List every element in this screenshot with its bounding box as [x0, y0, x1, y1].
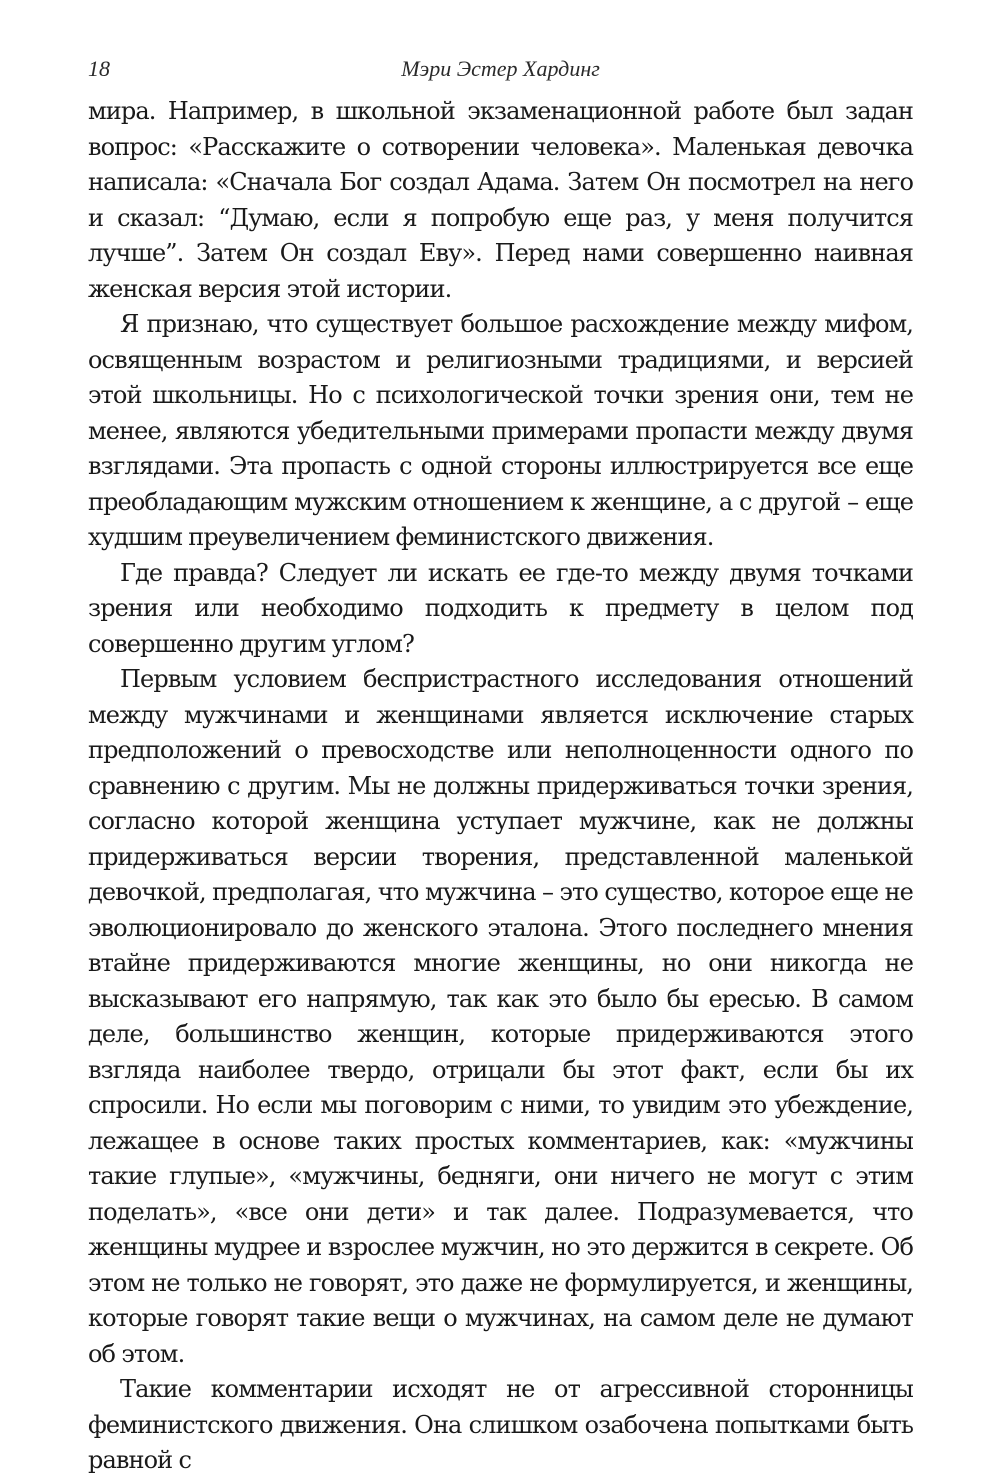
page-number: 18 — [88, 56, 110, 81]
running-head — [88, 52, 913, 88]
running-title-author: Мэри Эстер Хардинг — [401, 56, 600, 81]
paragraph: Первым условием беспристрастного исследования отношений между мужчинами и женщинами является исключение старых предположений о превосходстве или неполноценности одного по сравнению с другим. Мы не должны придерживаться точки зрения, согласно которой женщина уступает мужчине, как не должны придерживаться версии творения, представленной маленькой девочкой, предполагая, что мужчина – это существо, которое еще не эволюционировало до женского эталона. Этого последнего мнения втайне придерживаются многие женщины, но они никогда не высказывают его напрямую, так как это было бы ересью. В самом деле, большинство женщин, которые придерживаются этого взгляда наиболее твердо, отрицали бы этот факт, если бы их спросили. Но если мы поговорим с ними, то увидим это убеждение, лежащее в основе таких простых комментариев, как: «мужчины такие глупые», «мужчины, бедняги, они ничего не могут с этим поделать», «все они дети» и так далее. Подразумевается, что женщины мудрее и взрослее мужчин, но это держится в секрете. Об этом не только не говорят, это даже не формулируется, и женщины, которые говорят такие вещи о мужчинах, на самом деле не думают об этом. — [88, 665, 913, 1368]
paragraph: Такие комментарии исходят не от агрессивной сторонницы феминистского движения. Она слишком озабочена попытками быть равной с — [88, 1375, 913, 1474]
body-text — [88, 94, 913, 1479]
paragraph: Где правда? Следует ли искать ее где-то между двумя точками зрения или необходимо подходить к предмету в целом под совершенно другим углом? — [88, 558, 913, 658]
book-page — [88, 52, 913, 1479]
paragraph-continuation: мира. Например, в школьной экзаменационной работе был задан вопрос: «Расскажите о сотворении человека». Маленькая девочка написала: «Сначала Бог создал Адама. Затем Он посмотрел на него и сказал: “Думаю, если я попробую еще раз, у меня получится лучше”. Затем Он создал Еву». Перед нами совершенно наивная женская версия этой истории. — [88, 97, 913, 303]
paragraph: Я признаю, что существует большое расхождение между мифом, освященным возрастом и религиозными традициями, и версией этой школьницы. Но с психологической точки зрения они, тем не менее, являются убедительными примерами пропасти между двумя взглядами. Эта пропасть с одной стороны иллюстрируется все еще преобладающим мужским отношением к женщине, а с другой – еще худшим преувеличением феминистского движения. — [88, 310, 913, 551]
